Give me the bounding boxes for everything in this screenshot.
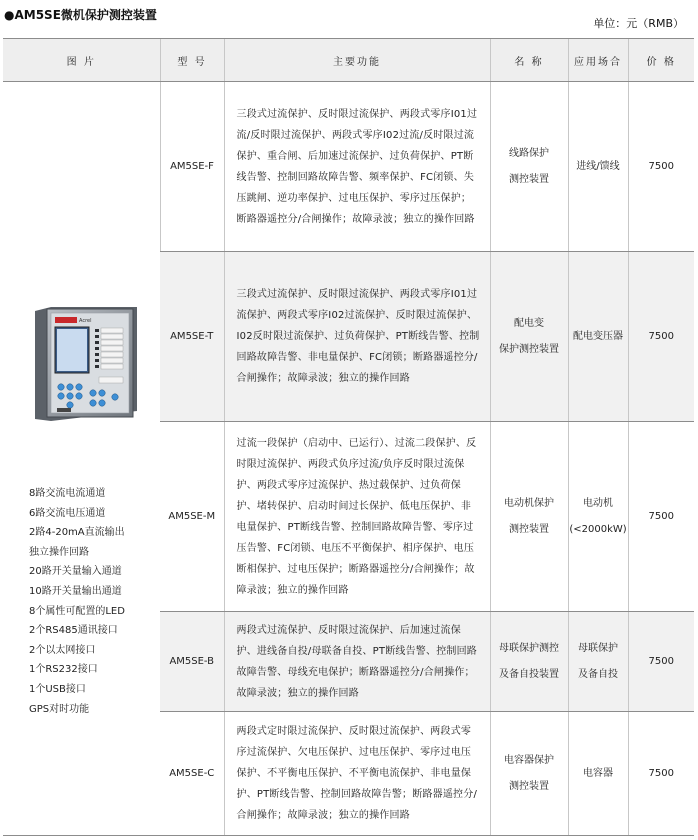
function-cell: 两段式定时限过流保护、反时限过流保护、两段式零序过流保护、欠电压保护、过电压保护、零序过电压保护、不平衡电压保护、不平衡电流保护、非电量保护、PT断线告警、控制回路故障告警；断路器遥控分/合闸操作；故障录波；独立的操作回路 (224, 712, 490, 836)
feature-item: 2个RS485通讯接口 (29, 625, 118, 637)
name-line: 及备自投装置 (499, 668, 559, 680)
price-cell: 7500 (628, 422, 694, 612)
application-cell (568, 612, 628, 712)
name-cell (490, 82, 568, 252)
header-application: 应用场合 (568, 39, 628, 82)
name-line: 线路保护 (509, 147, 549, 159)
name-cell (490, 252, 568, 422)
header-picture: 图 片 (3, 39, 160, 82)
feature-item: 10路开关量输出通道 (29, 585, 122, 597)
table-header-row (3, 39, 694, 82)
name-line: 配电变 (514, 317, 544, 329)
function-cell: 三段式过流保护、反时限过流保护、两段式零序I01过流保护、两段式零序I02过流保护、反时限过流保护、I02反时限过流保护、过负荷保护、PT断线告警、控制回路故障告警、非电量保护、FC闭锁；断路器遥控分/合闸操作；故障录波；独立的操作回路 (224, 252, 490, 422)
feature-item: GPS对时功能 (29, 703, 90, 715)
application-cell (568, 82, 628, 252)
name-line: 测控装置 (509, 523, 549, 535)
header-name: 名 称 (490, 39, 568, 82)
product-table (3, 38, 694, 836)
price-cell: 7500 (628, 712, 694, 836)
feature-item: 1个USB接口 (29, 683, 86, 695)
feature-item: 20路开关量输入通道 (29, 566, 122, 578)
model-cell: AM5SE-B (160, 612, 224, 712)
name-line: 保护测控装置 (499, 343, 559, 355)
feature-item: 6路交流电压通道 (29, 507, 106, 519)
feature-item: 独立操作回路 (29, 546, 89, 558)
price-cell: 7500 (628, 252, 694, 422)
name-cell (490, 712, 568, 836)
model-cell: AM5SE-M (160, 422, 224, 612)
application-line: 电容器 (583, 767, 613, 779)
name-line: 测控装置 (509, 780, 549, 792)
device-image (33, 307, 137, 425)
feature-item: 2路4-20mA直流输出 (29, 527, 125, 539)
picture-cell (3, 82, 160, 836)
name-line: 母联保护测控 (499, 642, 559, 654)
function-cell: 过流一段保护（启动中、已运行）、过流二段保护、反时限过流保护、两段式负序过流/负序反时限过流保护、两段式零序过流保护、热过载保护、过负荷保护、堵转保护、启动时间过长保护、低电压保护、非电量保护、PT断线告警、控制回路故障告警、零序过压告警、FC闭锁、电压不平衡保护、相序保护、电压断相保护、过电压保护；断路器遥控分/合闸操作；故障录波；独立的操作回路 (224, 422, 490, 612)
header-function: 主要功能 (224, 39, 490, 82)
function-cell: 三段式过流保护、反时限过流保护、两段式零序I01过流/反时限过流保护、两段式零序I02过流/反时限过流保护、重合闸、后加速过流保护、过负荷保护、PT断线告警、控制回路故障告警、频率保护、FC闭锁、失压跳闸、逆功率保护、过电压保护、零序过压保护；断路器遥控分/合闸操作；故障录波；独立的操作回路 (224, 82, 490, 252)
application-line: 母联保护 (578, 642, 618, 654)
application-line: 电动机 (583, 497, 613, 509)
application-cell (568, 252, 628, 422)
currency-unit: 单位：元（RMB） (593, 17, 684, 30)
name-cell (490, 422, 568, 612)
feature-item: 8个属性可配置的LED (29, 605, 125, 617)
price-cell: 7500 (628, 82, 694, 252)
model-cell: AM5SE-F (160, 82, 224, 252)
model-cell: AM5SE-T (160, 252, 224, 422)
price-cell: 7500 (628, 612, 694, 712)
header-model: 型 号 (160, 39, 224, 82)
application-line: 进线/馈线 (576, 160, 620, 172)
feature-item: 2个以太网接口 (29, 644, 96, 656)
application-cell (568, 422, 628, 612)
application-line: 及备自投 (578, 668, 618, 680)
device-brand-label: Acrel (79, 318, 92, 324)
table-row (3, 82, 694, 252)
application-cell (568, 712, 628, 836)
name-line: 测控装置 (509, 173, 549, 185)
feature-item: 8路交流电流通道 (29, 488, 106, 499)
document-title: ●AM5SE微机保护测控装置 (4, 8, 157, 22)
feature-item: 1个RS232接口 (29, 664, 98, 676)
name-cell (490, 612, 568, 712)
model-cell: AM5SE-C (160, 712, 224, 836)
application-line: 配电变压器 (573, 330, 623, 342)
feature-list (29, 484, 125, 719)
function-cell: 两段式过流保护、反时限过流保护、后加速过流保护、进线备自投/母联备自投、PT断线告警、控制回路故障告警、母线充电保护；断路器遥控分/合闸操作；故障录波；独立的操作回路 (224, 612, 490, 712)
application-line: (<2000kW) (569, 523, 627, 535)
header-price: 价 格 (628, 39, 694, 82)
name-line: 电容器保护 (504, 754, 554, 766)
name-line: 电动机保护 (504, 497, 554, 509)
